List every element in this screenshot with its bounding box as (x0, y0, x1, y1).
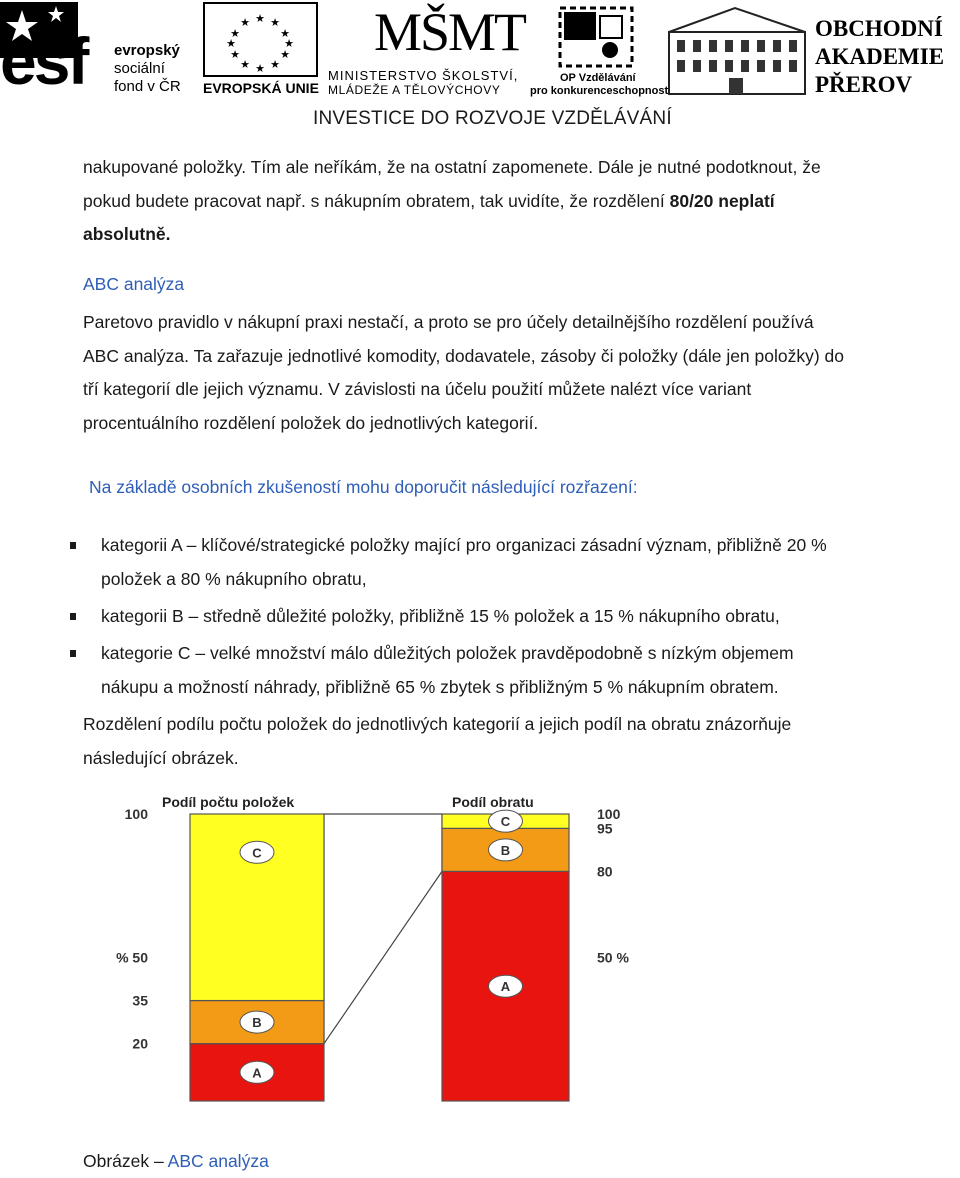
segment-label-c: C (500, 814, 511, 830)
p3-line1: Rozdělení podílu počtu položek do jednotlivých kategorií a jejich podíl na obratu znázorňuje (83, 714, 792, 734)
p1-line1: nakupované položky. Tím ale neříkám, že na ostatní zapomenete. Dále je nutné podotknout, že (83, 157, 821, 177)
bullet-icon (70, 650, 76, 657)
list-item (70, 529, 950, 596)
right-tick-label: 50 % (597, 949, 629, 966)
op-logo (530, 2, 669, 98)
school-building-icon (665, 2, 807, 96)
segment-label-a: A (252, 1065, 262, 1081)
msmt-logo (326, 2, 526, 98)
esf-line2: sociální (114, 60, 165, 77)
school-logo (665, 2, 960, 98)
figure-caption (83, 1145, 269, 1178)
msmt-line1: MINISTERSTVO ŠKOLSTVÍ, (328, 68, 519, 83)
school-line1: OBCHODNÍ (815, 16, 943, 41)
school-line3: PŘEROV (815, 72, 913, 97)
bullet-icon (70, 613, 76, 620)
school-line2: AKADEMIE (815, 44, 945, 69)
list-item (70, 637, 950, 704)
bullet-3-line2: nákupu a možností náhrady, přibližně 65 % zbytek s přibližným 5 % nákupním obratem. (101, 676, 779, 697)
esf-line3: fond v ČR (114, 78, 181, 95)
right-tick-label: 95 (597, 820, 613, 837)
connector-band (324, 814, 442, 1044)
svg-text:★: ★ (255, 63, 265, 75)
left-tick-label: 20 (132, 1035, 148, 1052)
p2-line1: Paretovo pravidlo v nákupní praxi nestačí, a proto se pro účely detailnějšího rozdělení používá (83, 312, 814, 332)
paragraph-1 (83, 151, 943, 252)
eu-flag-icon (203, 2, 319, 78)
svg-text:★: ★ (240, 17, 250, 29)
op-puzzle-icon (530, 2, 658, 72)
segment-label-b: B (252, 1015, 262, 1031)
op-line1: OP Vzdělávání (560, 72, 636, 84)
recommendation-line: Na základě osobních zkušeností mohu doporučit následující rozřazení: (89, 477, 638, 497)
segment-label-c: C (252, 845, 262, 861)
chart-title-count: Podíl počtu položek (162, 794, 295, 810)
left-tick-label: 35 (132, 992, 148, 1009)
caption-title: ABC analýza (167, 1151, 269, 1171)
svg-text:★: ★ (230, 49, 240, 61)
eu-logo (203, 2, 319, 98)
esf-line1: evropský (114, 42, 180, 59)
abc-analysis-figure (80, 785, 680, 1145)
left-tick-label: 100 (124, 806, 148, 822)
svg-text:★: ★ (280, 49, 290, 61)
paragraph-3 (83, 708, 943, 775)
bullet-1-line2: položek a 80 % nákupního obratu, (101, 568, 367, 589)
p1-line2: pokud budete pracovat např. s nákupním obratem, tak uvidíte, že rozdělení (83, 190, 670, 211)
svg-text:★: ★ (270, 17, 280, 29)
esf-logo (0, 2, 195, 98)
svg-text:★: ★ (284, 38, 294, 50)
page-header (0, 0, 960, 135)
op-line2: pro konkurenceschopnost (530, 85, 669, 97)
svg-text:★: ★ (240, 59, 250, 71)
list-item (70, 600, 950, 634)
investice-tagline: INVESTICE DO ROZVOJE VZDĚLÁVÁNÍ (313, 108, 672, 129)
svg-text:★: ★ (226, 38, 236, 50)
segment-label-a: A (500, 979, 511, 995)
bullet-3-line1: kategorie C – velké množství málo důležitých položek pravděpodobně s nízkým objemem (101, 643, 794, 663)
p1-line3: absolutně. (83, 224, 171, 244)
msmt-line2: MLÁDEŽE A TĚLOVÝCHOVY (328, 83, 501, 97)
esf-mark: esf (0, 24, 87, 98)
p2-line4: procentuálního rozdělení položek do jednotlivých kategorií. (83, 412, 539, 433)
segment-label-b: B (500, 842, 511, 858)
paragraph-2 (83, 306, 943, 440)
svg-text:★: ★ (230, 28, 240, 40)
p2-line2: ABC analýza. Ta zařazuje jednotlivé komodity, dodavatele, zásoby či položky (dále jen položky) do (83, 345, 845, 366)
right-tick-label: 80 (597, 863, 613, 880)
svg-text:★: ★ (255, 13, 265, 25)
eu-label: EVROPSKÁ UNIE (203, 80, 319, 96)
bullet-icon (70, 542, 76, 549)
p3-line2: následující obrázek. (83, 747, 239, 768)
msmt-mark: MŠMT (374, 2, 526, 62)
caption-prefix: Obrázek – (83, 1151, 168, 1171)
right-tick-label: 100 (597, 806, 621, 822)
left-tick-label: % 50 (116, 949, 148, 966)
svg-text:★: ★ (280, 28, 290, 40)
bullet-2-line1: kategorii B – středně důležité položky, přibližně 15 % položek a 15 % nákupního obratu, (101, 606, 780, 626)
svg-text:★: ★ (270, 59, 280, 71)
p2-line3: tří kategorií dle jejich významu. V závislosti na účelu použití můžete nalézt více variant (83, 379, 752, 399)
chart-title-turnover: Podíl obratu (452, 794, 534, 810)
abc-chart (80, 785, 680, 1145)
bullet-1-line1: kategorii A – klíčové/strategické položky mající pro organizaci zásadní význam, přibližně 20 % (101, 535, 827, 555)
section-heading: ABC analýza (83, 274, 185, 294)
p1-line2-bold: 80/20 neplatí (669, 190, 775, 211)
